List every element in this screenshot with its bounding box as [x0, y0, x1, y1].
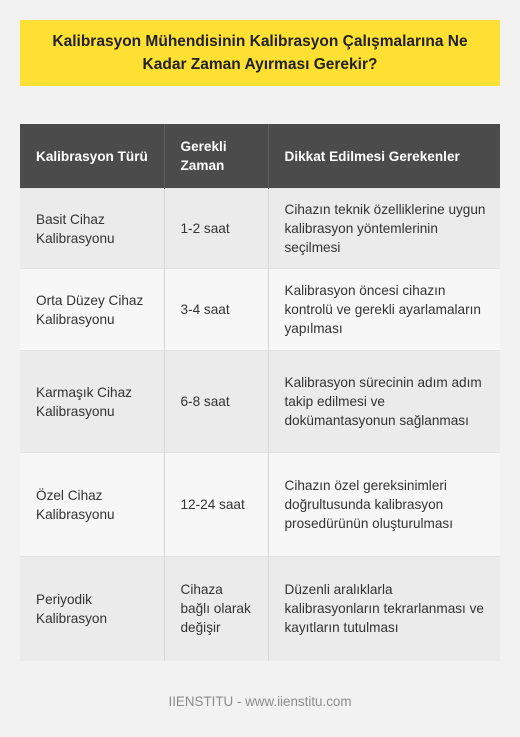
table-row	[20, 189, 500, 269]
cell-time: 1-2 saat	[164, 189, 268, 269]
cell-notes: Cihazın özel gereksinimleri doğrultusunda kalibrasyon prosedürünün oluşturulması	[268, 453, 500, 557]
cell-time: Cihaza bağlı olarak değişir	[164, 557, 268, 661]
cell-notes: Düzenli aralıklarla kalibrasyonların tekrarlanması ve kayıtların tutulması	[268, 557, 500, 661]
table-row	[20, 269, 500, 351]
header-calibration-type: Kalibrasyon Türü	[20, 124, 164, 189]
table-row	[20, 351, 500, 453]
table-row	[20, 557, 500, 661]
title-banner	[20, 20, 500, 86]
cell-time: 3-4 saat	[164, 269, 268, 351]
footer-credit: IIENSTITU - www.iienstitu.com	[168, 694, 352, 709]
cell-notes: Cihazın teknik özelliklerine uygun kalibrasyon yöntemlerinin seçilmesi	[268, 189, 500, 269]
cell-type: Basit Cihaz Kalibrasyonu	[20, 189, 164, 269]
header-required-time: Gerekli Zaman	[164, 124, 268, 189]
cell-type: Orta Düzey Cihaz Kalibrasyonu	[20, 269, 164, 351]
cell-type: Özel Cihaz Kalibrasyonu	[20, 453, 164, 557]
cell-time: 6-8 saat	[164, 351, 268, 453]
cell-notes: Kalibrasyon sürecinin adım adım takip edilmesi ve dokümantasyonun sağlanması	[268, 351, 500, 453]
cell-type: Periyodik Kalibrasyon	[20, 557, 164, 661]
table-header-row	[20, 124, 500, 189]
header-considerations: Dikkat Edilmesi Gerekenler	[268, 124, 500, 189]
table-row	[20, 453, 500, 557]
page-title: Kalibrasyon Mühendisinin Kalibrasyon Çalışmalarına Ne Kadar Zaman Ayırması Gerekir?	[52, 33, 468, 73]
cell-notes: Kalibrasyon öncesi cihazın kontrolü ve gerekli ayarlamaların yapılması	[268, 269, 500, 351]
cell-type: Karmaşık Cihaz Kalibrasyonu	[20, 351, 164, 453]
calibration-table	[20, 124, 500, 661]
cell-time: 12-24 saat	[164, 453, 268, 557]
